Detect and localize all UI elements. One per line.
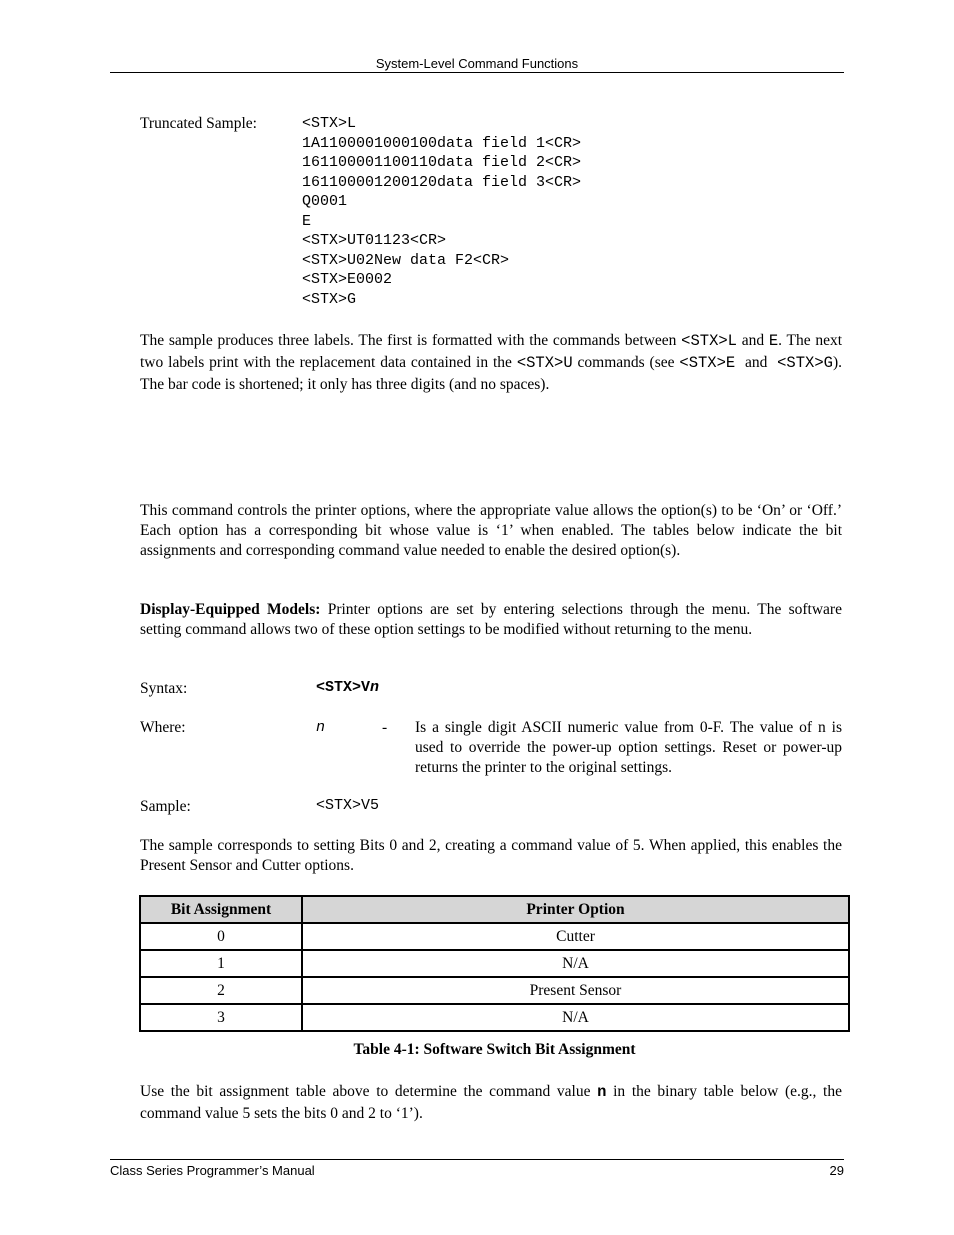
- syntax-param: n: [370, 679, 380, 696]
- column-header: Bit Assignment: [140, 896, 302, 923]
- code-line: <STX>UT01123<CR>: [302, 232, 447, 249]
- code-line: <STX>L: [302, 115, 357, 132]
- table-cell: Cutter: [302, 923, 849, 950]
- footer-manual-title: Class Series Programmer’s Manual: [110, 1163, 315, 1178]
- inline-code: <STX>E: [679, 354, 736, 372]
- table-cell: 1: [140, 950, 302, 977]
- inline-code: <STX>L: [681, 332, 737, 350]
- truncated-sample-code: [302, 114, 581, 309]
- table-header-row: [140, 896, 849, 923]
- where-param: n: [316, 719, 326, 736]
- inline-code: <STX>G: [777, 354, 833, 372]
- intro-paragraph: This command controls the printer options, where the appropriate value allows the option(s) to be ‘On’ or ‘Off.’ Each option has a corresponding bit whose value is ‘1’ when enabled. The tables below indicate the bit assignments and corresponding command value needed to enable the desired option(s).: [140, 502, 842, 559]
- bit-assignment-table: [139, 895, 850, 1032]
- sample-label: Sample:: [140, 798, 191, 815]
- code-line: <STX>E0002: [302, 271, 393, 288]
- table-cell: N/A: [302, 950, 849, 977]
- where-dash: -: [382, 719, 388, 736]
- table-row: [140, 977, 849, 1004]
- sample-description-paragraph: The sample produces three labels. The first is formatted with the commands between <STX>L and E. The next two labels print with the replacement data contained in the <STX>U commands (see <STX>E and <STX>G). The bar code is shortened; it only has three digits (and no spaces).: [140, 332, 843, 393]
- code-line: E: [302, 212, 312, 230]
- display-models-heading: Display-Equipped Models:: [140, 601, 321, 618]
- code-line: 161100001200120data field 3<CR>: [302, 173, 582, 191]
- table-cell: 2: [140, 977, 302, 1004]
- table-cell: N/A: [302, 1004, 849, 1031]
- code-line: 1A1100001000100data field 1<CR>: [302, 134, 582, 152]
- column-header: Printer Option: [302, 896, 849, 923]
- display-models-paragraph: Display-Equipped Models: Printer options are set by entering selections through the menu. The software setting command allows two of these option settings to be modified without returning to the menu.: [140, 601, 842, 638]
- inline-code: <STX>U: [516, 354, 573, 372]
- code-line: Q0001: [302, 193, 348, 210]
- inline-code: n: [597, 1083, 607, 1101]
- table-cell: 3: [140, 1004, 302, 1031]
- syntax-code: <STX>Vn: [316, 679, 380, 696]
- table-row: [140, 950, 849, 977]
- footer-rule: [110, 1159, 844, 1160]
- where-description: Is a single digit ASCII numeric value from 0-F. The value of n is used to override the power-up option settings. Reset or power-up returns the printer to the original settings.: [415, 719, 842, 776]
- page-header-title: System-Level Command Functions: [375, 56, 579, 71]
- table-caption: Table 4-1: Software Switch Bit Assignment: [353, 1041, 636, 1058]
- code-line: 161100001100110data field 2<CR>: [302, 154, 582, 171]
- sample-explanation-paragraph: The sample corresponds to setting Bits 0 and 2, creating a command value of 5. When applied, this enables the Present Sensor and Cutter options.: [140, 837, 842, 874]
- header-rule: [110, 72, 844, 73]
- truncated-sample-label: Truncated Sample:: [140, 115, 257, 132]
- final-paragraph: Use the bit assignment table above to determine the command value n in the binary table below (e.g., the command value 5 sets the bits 0 and 2 to ‘1’).: [140, 1083, 842, 1122]
- table-cell: Present Sensor: [302, 977, 849, 1004]
- footer-page-number: 29: [829, 1163, 844, 1178]
- code-line: <STX>U02New data F2<CR>: [302, 251, 510, 269]
- syntax-label: Syntax:: [140, 680, 188, 697]
- table-cell: 0: [140, 923, 302, 950]
- where-label: Where:: [140, 719, 186, 736]
- table-row: [140, 923, 849, 950]
- sample-code: <STX>V5: [316, 797, 380, 814]
- code-line: <STX>G: [302, 290, 357, 308]
- inline-code: E: [768, 332, 779, 350]
- table-row: [140, 1004, 849, 1031]
